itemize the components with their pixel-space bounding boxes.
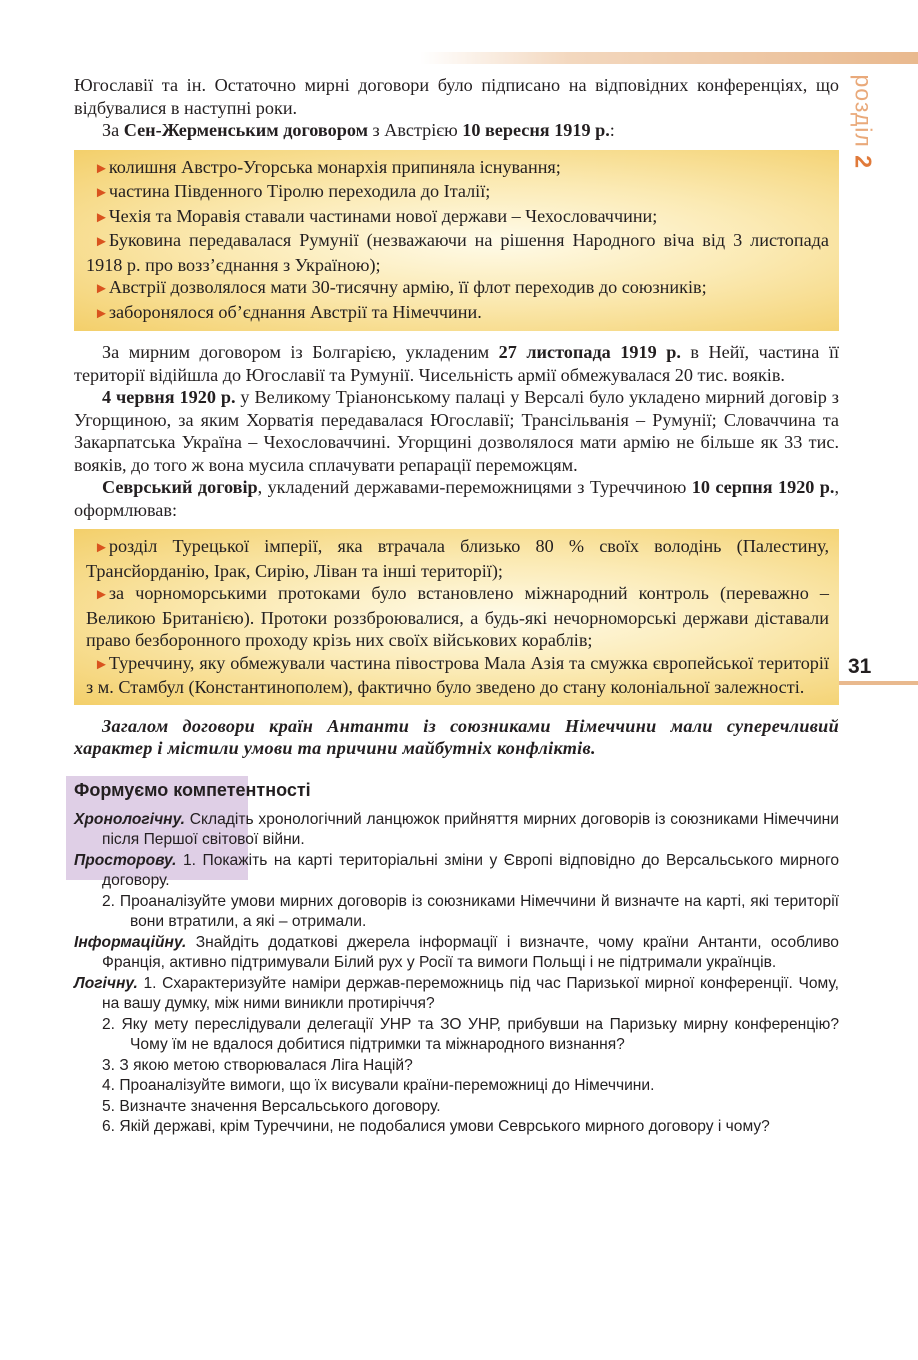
- list-item: ► розділ Турецької імперії, яка втрачала близько 80 % своїх володінь (Палестину, Трансйорданію, Ірак, Сирію, Ліван та інші території);: [86, 535, 829, 582]
- section-word: розділ: [850, 74, 877, 148]
- task-spatial-1: Просторову. 1. Покажіть на карті територіальні зміни у Європі відповідно до Версальського мирного договору.: [74, 851, 839, 889]
- paragraph-3: За мирним договором із Болгарією, укладеним 27 листопада 1919 р. в Нейї, частина її території відійшла до Югославії та Румунії. Чисельність армії обмежувалася 20 тис. вояків.: [74, 342, 840, 385]
- task-logical-item: 6. Якій державі, крім Туреччини, не подобалися умови Севрського мирного договору і чому?: [102, 1118, 770, 1135]
- task-chronological: Хронологічну. Складіть хронологічний ланцюжок прийняття мирних договорів із союзниками Німеччини після Першої світової війни.: [74, 810, 839, 848]
- list-item: ► Чехія та Моравія ставали частинами нової держави – Чехословаччини;: [86, 205, 829, 230]
- task-logical-item: 4. Проаналізуйте вимоги, що їх висували країни-переможниці до Німеччини.: [102, 1077, 655, 1094]
- section-number: 2: [850, 155, 877, 170]
- list-item: ► Туреччину, яку обмежували частина півострова Мала Азія та смужка європейської території з м. Стамбул (Константинополем), фактично було зведено до стану колоніальної залежності.: [86, 652, 829, 699]
- paragraph-1: Югославії та ін. Остаточно мирні договори було підписано на відповідних конференціях, що відбувалися в наступні роки.: [74, 75, 839, 118]
- section-label: [836, 74, 886, 188]
- task-logical-item: 2. Яку мету переслідували делегації УНР та ЗО УНР, прибувши на Паризьку мирну конференцію? Чому їм не вдалося добитися підтримки та міжнародного визнання?: [102, 1015, 839, 1053]
- list-item: ► за чорноморськими протоками було встановлено міжнародний контроль (переважно – Великою Британією). Протоки роззброювалися, а будь-які нечорноморські держави діставали право безборонного проходу крізь них своїх військових кораблів;: [86, 582, 829, 652]
- list-item: ► заборонялося об’єднання Австрії та Німеччини.: [86, 301, 829, 326]
- paragraph-5: Севрський договір, укладений державами-переможницями з Туреччиною 10 серпня 1920 р., оформлював:: [74, 477, 839, 520]
- list-item: ► колишня Австро-Угорська монархія припиняла існування;: [86, 156, 829, 181]
- competence-title: Формуємо компетентності: [74, 779, 311, 800]
- top-decor-bar: [420, 52, 918, 64]
- paragraph-2: За Сен-Жерменським договором з Австрією 10 вересня 1919 р.:: [102, 120, 615, 140]
- conclusion: Загалом договори країн Антанти із союзниками Німеччини мали суперечливий характер і містили умови та причини майбутніх конфліктів.: [74, 715, 839, 758]
- task-logical-1: Логічну. 1. Схарактеризуйте наміри держав-переможниць під час Паризької мирної конференції. Чому, на вашу думку, між ними виникли протиріччя?: [74, 974, 839, 1012]
- task-logical-item: 5. Визначте значення Версальського договору.: [102, 1097, 441, 1115]
- task-logical-item: 3. З якою метою створювалася Ліга Націй?: [102, 1056, 413, 1074]
- competence-section: [74, 776, 839, 1138]
- list-item: ► Буковина передавалася Румунії (незважаючи на рішення Народного віча від 3 листопада 1918 р. про возз’єднання з Україною);: [86, 229, 829, 276]
- task-informational: Інформаційну. Знайдіть додаткові джерела інформації і визначте, чому країни Антанти, особливо Франція, активно підтримували Білий рух у Росії та вимоги Польщі і не підтримали українців.: [74, 933, 839, 971]
- list-item: ► частина Південного Тіролю переходила до Італії;: [86, 180, 829, 205]
- list-item: ► Австрії дозволялося мати 30-тисячну армію, її флот переходив до союзників;: [86, 276, 829, 301]
- page-number-rule: [838, 681, 918, 685]
- saint-germain-terms-box: [74, 150, 839, 332]
- page-content: [74, 74, 839, 1138]
- paragraph-4: 4 червня 1920 р. у Великому Тріанонському палаці у Версалі було укладено мирний договір з Угорщиною, за яким Хорватія передавалася Югославії; Трансільванія – Румунії; Словаччина та Закарпатська Україна – Чехословаччині. Угорщині дозволялося мати армію не більше як 33 тис. вояків, до того ж вона мусила сплачувати репарації переможцям.: [74, 387, 839, 475]
- task-spatial-2: 2. Проаналізуйте умови мирних договорів із союзниками Німеччини й визначте на карті, які території вони втратили, а які – отримали.: [102, 892, 839, 930]
- page-number: 31: [848, 655, 872, 678]
- sevres-terms-box: [74, 529, 839, 705]
